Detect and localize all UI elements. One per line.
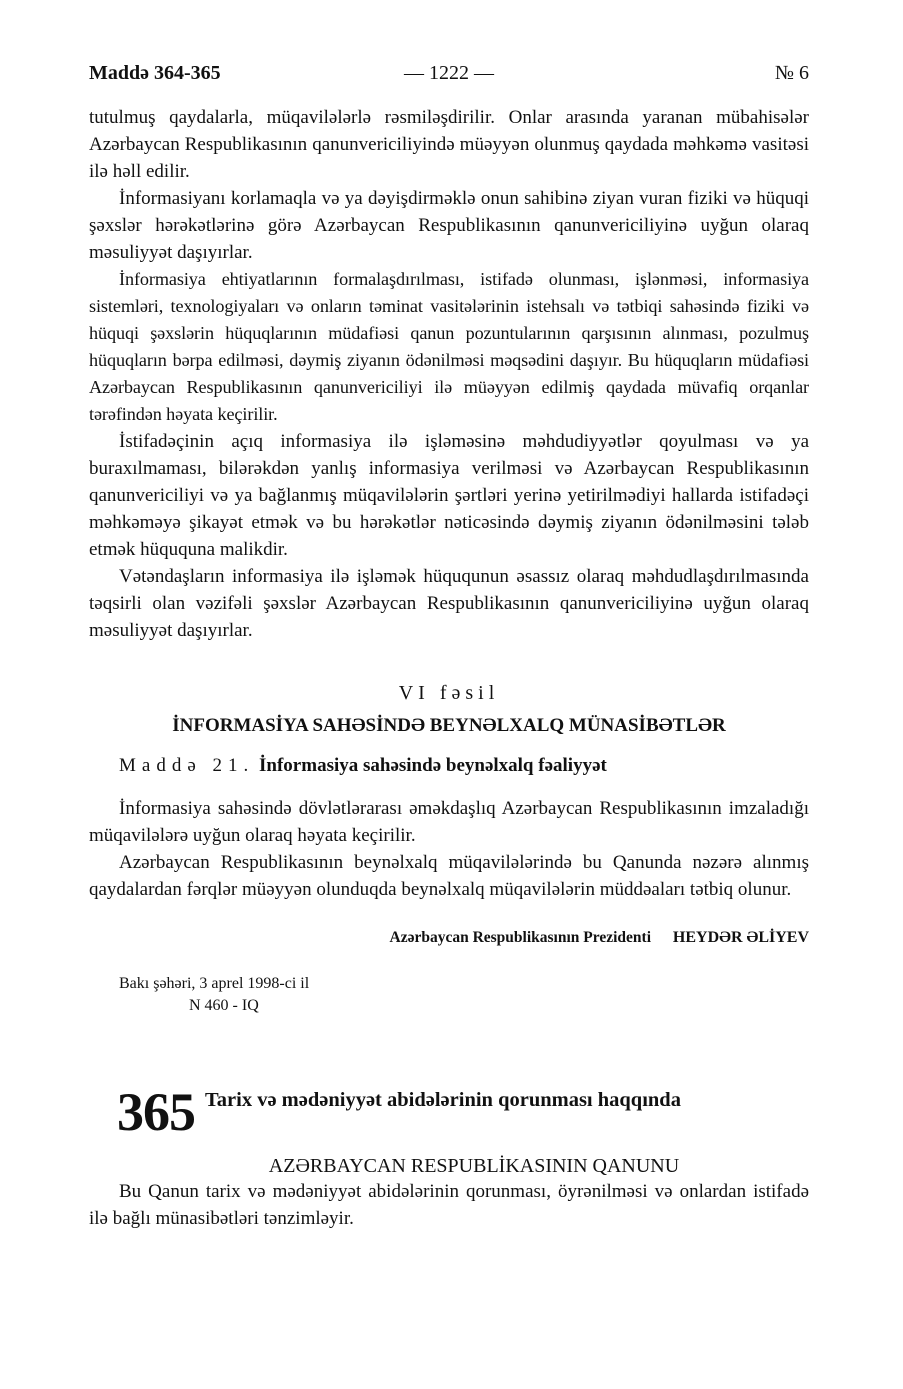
paragraph: İstifadəçinin açıq informasiya ilə işləməsinə məhdudiyyətlər qoyulması və ya buraxılmaması, bilərəkdən yanlış informasiya verilməsi və Azərbaycan Respublikasının qanunvericiliyi və ya bağlanmış müqavilələrin şərtləri yerinə yetirilmədiyi hallarda istifadəçi məhkəməyə şikayət etmək və bu hərəkətlər nəticəsində dəymiş ziyanın ödənilməsini tələb etmək hüququna malikdir. (89, 431, 809, 560)
header-issue-number: № 6 (774, 62, 809, 84)
article-body (89, 795, 809, 903)
paragraph: Vətəndaşların informasiya ilə işləmək hüququnun əsassız olaraq məhdudlaşdırılmasında təqsirli olan vəzifəli şəxslər Azərbaycan Respublikasının qanunvericiliyinə uyğun olaraq məsuliyyət daşıyırlar. (89, 566, 809, 641)
place-date-block (119, 973, 809, 1017)
paragraph: Azərbaycan Respublikasının beynəlxalq müqavilələrində bu Qanunda nəzərə alınmış qaydalardan fərqlər müəyyən olunduqda beynəlxalq müqavilələrin müddəaları tətbiq olunur. (89, 852, 809, 900)
page-header (89, 62, 809, 92)
paragraph: İnformasiya ehtiyatlarının formalaşdırılması, istifadə olunması, işlənməsi, informasiya sistemləri, texnologiyaları və onların təminat vasitələrinin istehsalı və tətbiqi sahəsində fiziki və hüquqi şəxslərin hüquqlarının müdafiəsi qanun pozuntularının qarşısının alınması, pozulmuş hüquqların bərpa edilməsi, dəymiş ziyanın ödənilməsi məqsədini daşıyır. Bu hüquqların müdafiəsi Azərbaycan Respublikasının qanunvericiliyi ilə müəyyən edilmiş qaydada müvafiq orqanlar tərəfindən həyata keçirilir. (89, 269, 809, 424)
chapter-title: İNFORMASİYA SAHƏSİNDƏ BEYNƏLXALQ MÜNASİBƏTLƏR (172, 715, 726, 736)
law-intro-paragraph: Bu Qanun tarix və mədəniyyət abidələrinin qorunması, öyrənilməsi və onlardan istifadə ilə bağlı münasibətləri tənzimləyir. (89, 1181, 809, 1229)
law-title: Tarix və mədəniyyət abidələrinin qorunması haqqında (205, 1089, 681, 1111)
signature-position: Azərbaycan Respublikasının Prezidenti (389, 929, 652, 946)
place-date: Bakı şəhəri, 3 aprel 1998-ci il (119, 975, 310, 992)
article-heading (119, 755, 809, 777)
article-label: Maddə 21. (119, 755, 255, 776)
paragraph: İnformasiya sahəsində dövlətlərarası əməkdaşlıq Azərbaycan Respublikasının imzaladığı müqavilələrə uyğun olaraq həyata keçirilir. (89, 798, 809, 846)
law-subtitle: AZƏRBAYCAN RESPUBLİKASININ QANUNU (268, 1155, 680, 1177)
signature-name: HEYDƏR ƏLİYEV (672, 929, 809, 946)
header-page-number: — 1222 — (404, 62, 494, 84)
header-article-range: Maddə 364-365 (89, 62, 221, 84)
paragraph: İnformasiyanı korlamaqla və ya dəyişdirməklə onun sahibinə ziyan vuran fiziki və hüquqi şəxslər hərəkətlərinə görə Azərbaycan Respublikasının qanunvericiliyinə uyğun olaraq məsuliyyət daşıyırlar. (89, 188, 809, 263)
signature-block (89, 929, 809, 947)
law-registration-number: N 460 - IQ (189, 997, 259, 1014)
article-title: İnformasiya sahəsində beynəlxalq fəaliyyət (259, 755, 607, 776)
document-page (89, 62, 809, 1232)
paragraph: tutulmuş qaydalarla, müqavilələrlə rəsmiləşdirilir. Onlar arasında yaranan mübahisələr Azərbaycan Respublikasının qanunvericiliyində müəyyən olunmuş qaydada məhkəmə vasitəsi ilə həll edilir. (89, 107, 809, 182)
law-heading (89, 1082, 809, 1155)
chapter-label: VI fəsil (398, 682, 500, 704)
law-number: 365 (117, 1082, 195, 1142)
